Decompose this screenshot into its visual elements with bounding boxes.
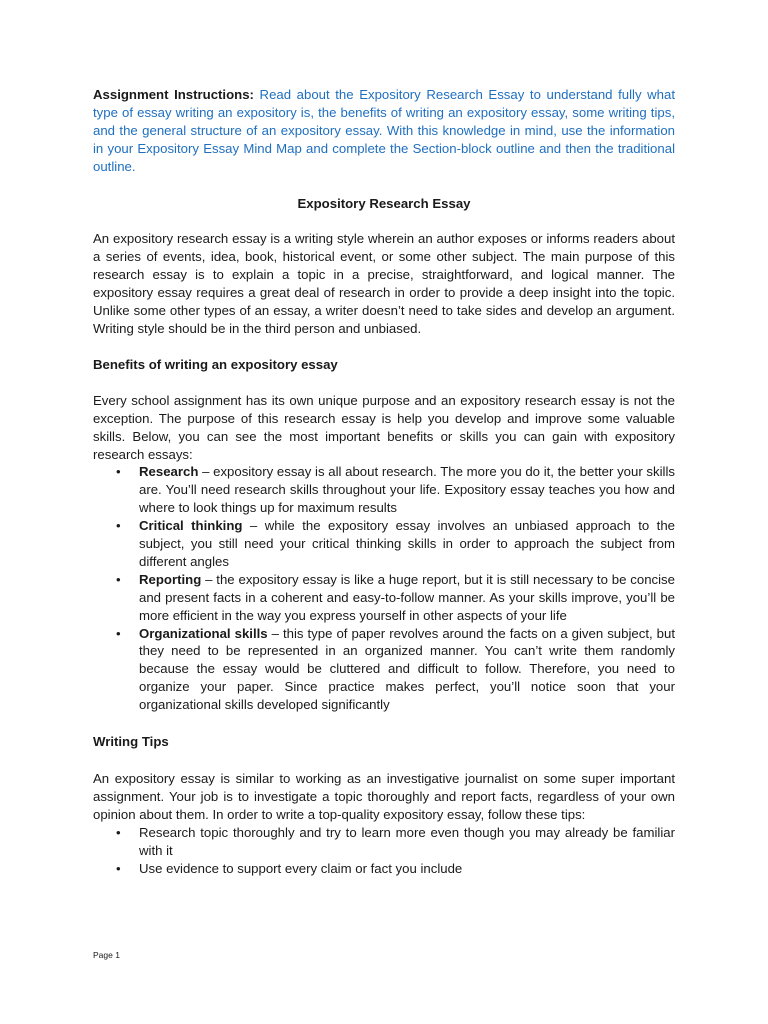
list-item [93,824,675,860]
list-item [93,860,675,878]
benefit-term: Organizational skills [139,625,268,641]
benefit-term: Reporting [139,571,202,587]
document-title: Expository Research Essay [297,195,471,211]
tip-text: Use evidence to support every claim or fact you include [139,860,463,876]
page-number: Page 1 [93,950,120,960]
assignment-instructions [93,86,675,176]
benefit-text: – this type of paper revolves around the facts on a given subject, but they need to be represented in an organized manner. You can’t write them randomly because the essay would be cluttered and difficult to follow. Therefore, you need to organize your paper. Since practice makes perfect, you’ll notice soon that your organizational skills developed significantly [139,625,676,713]
document-page [93,86,675,877]
instructions-text: Read about the Expository Research Essay to understand fully what type of essay writing an expository is, the benefits of writing an expository essay, some writing tips, and the general structure of an expository essay. With this knowledge in mind, use the information in your Expository Essay Mind Map and complete the Section-block outline and then the traditional outline. [93,87,676,174]
list-item [93,625,675,715]
bullet-icon: • [116,625,121,641]
benefit-text: – the expository essay is like a huge report, but it is still necessary to be concise and present facts in a coherent and easy-to-follow manner. As your skills improve, you’ll be more efficient in the way you express yourself in other aspects of your life [139,571,675,623]
tip-text: Research topic thoroughly and try to learn more even though you may already be familiar with it [139,824,675,858]
benefit-text: – expository essay is all about research. The more you do it, the better your skills are. You’ll need research skills throughout your life. Expository essay teaches you how and where to look things up for maximum results [139,464,675,516]
benefit-term: Research [139,464,199,480]
benefits-heading: Benefits of writing an expository essay [93,356,338,372]
bullet-icon: • [116,571,121,587]
bullet-icon: • [116,464,121,480]
list-item [93,517,675,571]
tips-list [93,824,675,878]
bullet-icon: • [116,824,121,840]
bullet-icon: • [116,860,121,876]
bullet-icon: • [116,518,121,534]
benefits-list [93,463,675,714]
benefit-term: Critical thinking [139,518,243,534]
list-item [93,463,675,517]
instructions-lead: Assignment Instructions: [93,87,254,102]
tips-heading: Writing Tips [93,734,169,750]
intro-paragraph: An expository research essay is a writing style wherein an author exposes or informs readers about a series of events, idea, book, historical event, or some other subject. The main purpose of this research essay is to explain a topic in a precise, straightforward, and logical manner. The expository essay requires a great deal of research in order to provide a deep insight into the topic. Unlike some other types of an essay, a writer doesn’t need to take sides and develop an argument. Writing style should be in the third person and unbiased. [93,231,675,336]
list-item [93,571,675,625]
tips-intro: An expository essay is similar to working as an investigative journalist on some super important assignment. Your job is to investigate a topic thoroughly and report facts, regardless of your own opinion about them. In order to write a top-quality expository essay, follow these tips: [93,771,675,822]
benefits-intro: Every school assignment has its own unique purpose and an expository research essay is not the exception. The purpose of this research essay is help you develop and improve some valuable skills. Below, you can see the most important benefits or skills you can gain with expository research essays: [93,392,675,462]
benefit-text: – while the expository essay involves an unbiased approach to the subject, you still need your critical thinking skills in order to approach the subject from different angles [139,518,675,569]
